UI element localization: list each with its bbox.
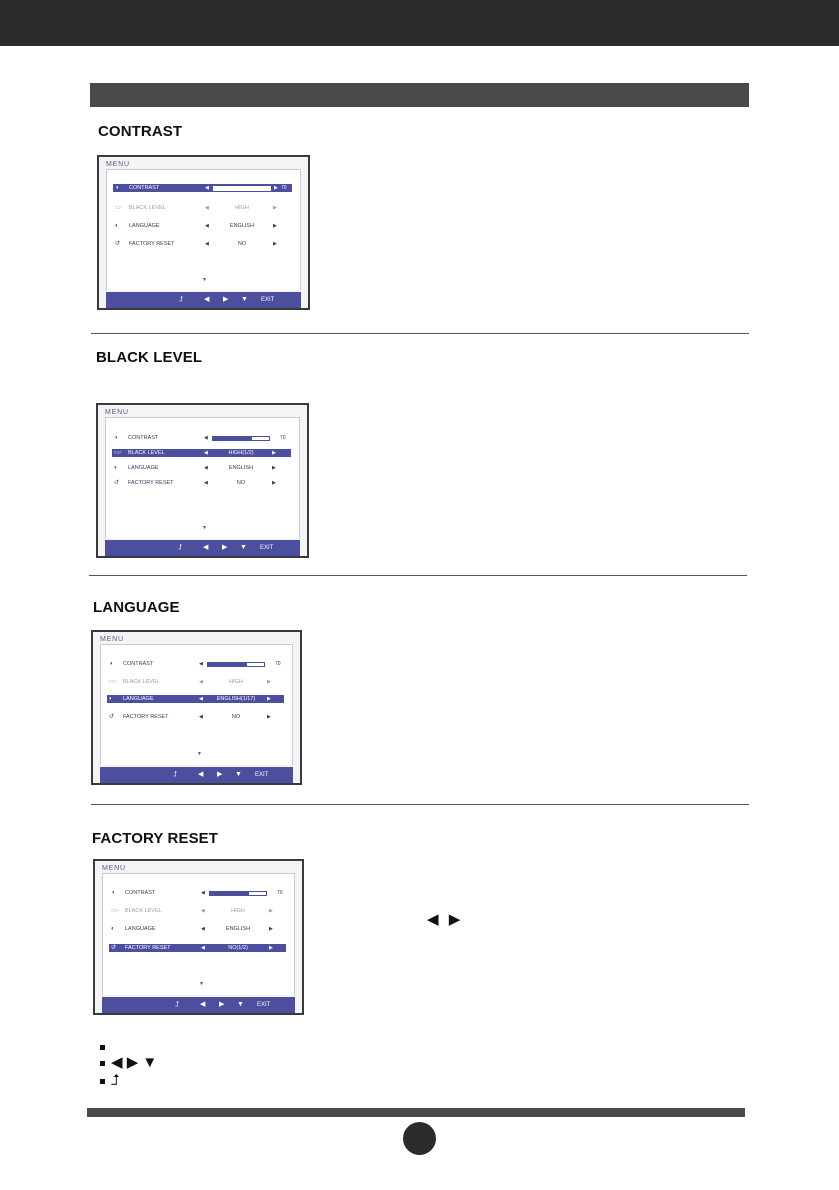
osd-menu-label: MENU [106, 161, 130, 168]
right-arrow-icon: ▶ [269, 926, 273, 932]
menu-up-arrow-icon: ⮥ [111, 1072, 120, 1089]
osd-menu-label: MENU [100, 636, 124, 643]
osd-row-factory-reset[interactable] [112, 479, 291, 487]
right-arrow-icon: ▶ [272, 465, 276, 471]
osd-row-factory-reset[interactable] [109, 944, 286, 952]
osd-row-label: LANGUAGE [129, 223, 160, 229]
right-arrow-icon: ▶ [269, 908, 273, 914]
osd-window-contrast [97, 155, 310, 310]
factory-reset-icon: ↺ [109, 714, 115, 720]
left-button-icon[interactable]: ◀ [204, 296, 210, 303]
section-divider [89, 575, 747, 576]
left-arrow-icon: ◀ [201, 945, 205, 951]
down-button-icon[interactable]: ▼ [235, 771, 242, 778]
osd-row-label: FACTORY RESET [125, 945, 171, 951]
osd-row-contrast[interactable] [112, 434, 291, 442]
osd-row-value: ENGLISH(1/17) [216, 696, 256, 702]
right-arrow-icon: ▶ [273, 223, 277, 229]
right-arrow-icon: ▶ [267, 696, 271, 702]
osd-row-black-level[interactable] [107, 678, 284, 686]
language-icon: ◐ [115, 223, 119, 229]
osd-menu-panel [106, 169, 301, 290]
osd-menu-panel [102, 873, 295, 995]
osd-row-value: HIGH [229, 679, 243, 685]
menu-up-icon[interactable]: ⮥ [173, 771, 178, 778]
osd-row-label: BLACK LEVEL [128, 450, 165, 456]
osd-row-value: HIGH(1/2) [228, 450, 254, 456]
contrast-level-bar [207, 662, 265, 667]
osd-menu-label: MENU [102, 865, 126, 872]
osd-window-language [91, 630, 302, 785]
contrast-level-fill [214, 187, 266, 190]
left-arrow-icon: ◀ [205, 241, 209, 247]
contrast-level-bar [209, 891, 267, 896]
section-title-factory-reset: FACTORY RESET [92, 830, 219, 847]
osd-row-value: HIGH [231, 908, 245, 914]
osd-row-label: LANGUAGE [125, 926, 156, 932]
osd-row-label: CONTRAST [123, 661, 154, 667]
right-arrow-icon: ▶ [273, 241, 277, 247]
left-arrow-icon: ◀ [205, 205, 209, 211]
osd-row-factory-reset[interactable] [113, 240, 292, 248]
contrast-value: 70 [277, 890, 283, 896]
bullet-icon [100, 1061, 105, 1066]
contrast-icon: ◑ [109, 661, 113, 667]
left-arrow-icon: ◀ [201, 908, 205, 914]
osd-row-value: NO(1/2) [228, 945, 248, 951]
contrast-level-fill [210, 892, 249, 895]
note-item-3 [100, 1072, 120, 1090]
osd-row-value: ENGLISH [228, 465, 254, 471]
down-button-icon[interactable]: ▼ [241, 296, 248, 303]
top-banner [0, 0, 839, 46]
contrast-icon: ◑ [114, 435, 118, 441]
osd-row-label: BLACK LEVEL [123, 679, 160, 685]
osd-row-factory-reset[interactable] [107, 713, 284, 721]
right-arrow-icon: ▶ [267, 679, 271, 685]
left-arrow-icon: ◀ [204, 435, 208, 441]
osd-row-contrast[interactable] [109, 889, 286, 897]
note-item-2 [100, 1054, 157, 1072]
right-arrow-icon: ▶ [269, 945, 273, 951]
more-down-icon: ▼ [202, 277, 207, 283]
osd-row-label: BLACK LEVEL [129, 205, 166, 211]
osd-row-label: LANGUAGE [123, 696, 154, 702]
osd-row-black-level[interactable] [109, 907, 286, 915]
right-arrow-icon: ▶ [272, 480, 276, 486]
osd-row-label: LANGUAGE [128, 465, 159, 471]
left-arrow-icon: ◀ [201, 926, 205, 932]
left-right-arrows-icon: ◀ ▶ [427, 911, 464, 928]
right-arrow-icon: ▶ [272, 450, 276, 456]
osd-row-label: BLACK LEVEL [125, 908, 162, 914]
language-icon: ◐ [111, 926, 115, 932]
right-button-icon[interactable]: ▶ [217, 771, 223, 778]
left-arrow-icon: ◀ [199, 696, 203, 702]
osd-row-value: NO [236, 480, 246, 486]
right-arrow-icon: ▶ [267, 714, 271, 720]
menu-up-icon[interactable]: ⮥ [179, 296, 184, 303]
osd-row-language[interactable] [109, 925, 286, 933]
osd-row-label: FACTORY RESET [123, 714, 169, 720]
osd-row-contrast[interactable] [113, 184, 292, 192]
footer-bar [87, 1108, 745, 1117]
right-button-icon[interactable]: ▶ [223, 296, 229, 303]
contrast-value: 70 [275, 661, 281, 667]
left-arrow-icon: ◀ [199, 679, 203, 685]
osd-window-black-level [96, 403, 309, 558]
left-arrow-icon: ◀ [204, 465, 208, 471]
osd-row-label: CONTRAST [125, 890, 156, 896]
menu-up-icon[interactable]: ⮥ [178, 544, 183, 551]
section-header-bar [90, 83, 749, 107]
bullet-icon [100, 1079, 105, 1084]
contrast-level-fill [213, 437, 252, 440]
down-button-icon[interactable]: ▼ [240, 544, 247, 551]
osd-footer-bar [105, 540, 300, 556]
osd-row-value: NO [237, 241, 247, 247]
language-icon: ◐ [109, 696, 113, 702]
osd-row-label: CONTRAST [128, 435, 159, 441]
contrast-icon: ◑ [111, 890, 115, 896]
factory-reset-icon: ↺ [115, 241, 121, 247]
section-title-language: LANGUAGE [93, 599, 180, 616]
factory-reset-icon: ↺ [111, 945, 117, 951]
osd-row-value: ENGLISH [229, 223, 255, 229]
right-button-icon[interactable]: ▶ [219, 1001, 225, 1008]
down-button-icon[interactable]: ▼ [237, 1001, 244, 1008]
exit-button[interactable]: EXIT [255, 772, 269, 778]
menu-up-icon[interactable]: ⮥ [175, 1001, 180, 1008]
contrast-level-fill [208, 663, 247, 666]
page-number-badge [403, 1122, 436, 1155]
left-button-icon[interactable]: ◀ [200, 1001, 206, 1008]
osd-menu-label: MENU [105, 409, 129, 416]
osd-row-label: CONTRAST [129, 185, 160, 191]
left-arrow-icon: ◀ [204, 480, 208, 486]
osd-row-black-level[interactable] [112, 449, 291, 457]
section-title-black-level: BLACK LEVEL [96, 349, 203, 366]
osd-row-value: ENGLISH [225, 926, 251, 932]
black-level-icon: ▭◦ [115, 205, 123, 211]
osd-row-language[interactable] [107, 695, 284, 703]
osd-footer-bar [106, 292, 301, 308]
osd-menu-panel [105, 417, 300, 538]
section-divider [91, 804, 749, 805]
exit-button[interactable]: EXIT [261, 297, 275, 303]
osd-row-label: FACTORY RESET [128, 480, 174, 486]
left-arrow-icon: ◀ [205, 185, 209, 191]
factory-reset-icon: ↺ [114, 480, 120, 486]
section-divider [91, 333, 749, 334]
bullet-icon [100, 1045, 105, 1050]
osd-row-value: HIGH [235, 205, 249, 211]
osd-footer-bar [100, 767, 293, 783]
language-icon: ◐ [114, 465, 118, 471]
osd-row-language[interactable] [113, 222, 292, 230]
exit-button[interactable]: EXIT [260, 545, 274, 551]
black-level-icon: ▭◦ [114, 450, 122, 456]
left-arrow-icon: ◀ [199, 714, 203, 720]
osd-footer-bar [102, 997, 295, 1013]
black-level-icon: ▭◦ [109, 679, 117, 685]
contrast-level-bar [213, 186, 271, 191]
contrast-level-bar [212, 436, 270, 441]
right-button-icon[interactable]: ▶ [222, 544, 228, 551]
contrast-icon: ◑ [115, 185, 119, 191]
osd-row-language[interactable] [112, 464, 291, 472]
right-arrow-icon: ▶ [274, 185, 278, 191]
osd-window-factory-reset [93, 859, 304, 1015]
osd-row-contrast[interactable] [107, 660, 284, 668]
more-down-icon: ▼ [199, 981, 204, 987]
osd-row-value: NO [231, 714, 241, 720]
left-arrow-icon: ◀ [201, 890, 205, 896]
section-title-contrast: CONTRAST [98, 123, 183, 140]
left-button-icon[interactable]: ◀ [203, 544, 209, 551]
more-down-icon: ▼ [197, 751, 202, 757]
left-arrow-icon: ◀ [205, 223, 209, 229]
left-button-icon[interactable]: ◀ [198, 771, 204, 778]
right-arrow-icon: ▶ [273, 205, 277, 211]
osd-menu-panel [100, 644, 293, 765]
more-down-icon: ▼ [202, 525, 207, 531]
navigation-arrows-icon: ◀ ▶ ▼ [111, 1054, 158, 1071]
black-level-icon: ▭◦ [111, 908, 119, 914]
left-arrow-icon: ◀ [199, 661, 203, 667]
contrast-value: 70 [281, 185, 287, 191]
exit-button[interactable]: EXIT [257, 1002, 271, 1008]
osd-row-black-level[interactable] [113, 204, 292, 212]
left-arrow-icon: ◀ [204, 450, 208, 456]
osd-row-label: FACTORY RESET [129, 241, 175, 247]
contrast-value: 70 [280, 435, 286, 441]
